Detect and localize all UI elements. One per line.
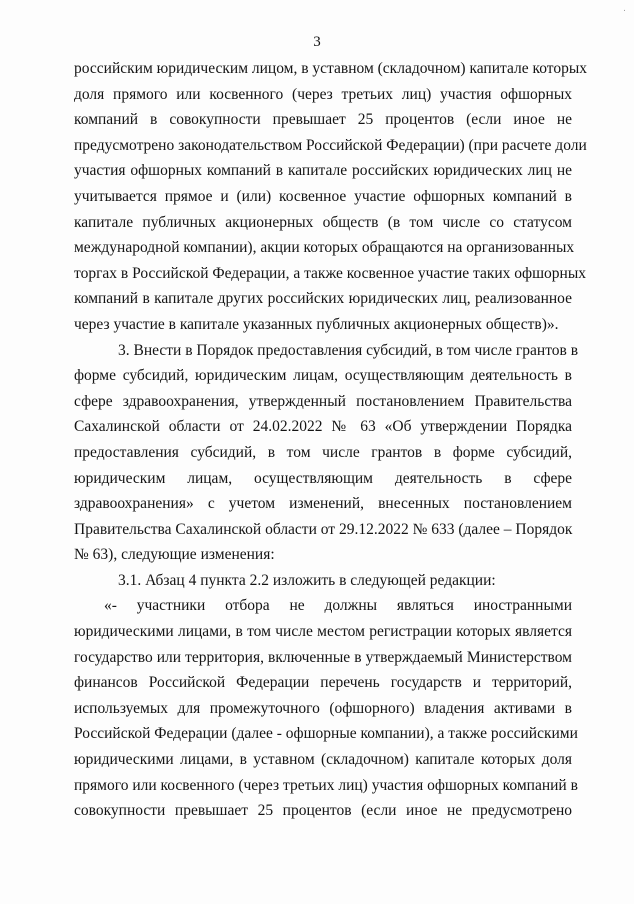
text-line: государство или территория, включенные в утверждаемый Министерством	[74, 648, 572, 666]
text-line: финансов Российской Федерации перечень государств и территорий,	[74, 674, 572, 692]
text-line: компаний в капитале других российских юридических лиц, реализованное	[74, 290, 572, 308]
page-number: 3	[313, 34, 321, 50]
text-line: Правительства Сахалинской области от 29.12.2022 № 633 (далее – Порядок	[74, 520, 573, 538]
text-line: № 63), следующие изменения:	[74, 546, 275, 564]
document-body	[74, 56, 587, 824]
text-line: «- участники отбора не должны являться иностранными	[104, 597, 572, 615]
text-line: доля прямого или косвенного (через третьих лиц) участия офшорных	[74, 85, 572, 103]
text-line: Российской Федерации (далее - офшорные компании), а также российскими	[74, 725, 578, 743]
text-line: прямого или косвенного (через третьих лиц) участия офшорных компаний в	[74, 776, 578, 794]
text-line: российским юридическим лицом, в уставном (складочном) капитале которых	[74, 60, 587, 77]
text-line: Сахалинской области от 24.02.2022 № 63 «Об утверждении Порядка	[74, 418, 572, 436]
text-line: торгах в Российской Федерации, а также косвенное участие таких офшорных	[74, 264, 586, 282]
text-line: участия офшорных компаний в капитале российских юридических лиц не	[74, 162, 572, 180]
text-line: форме субсидий, юридическим лицам, осуществляющим деятельность в	[74, 367, 572, 385]
text-line: юридическими лицами, в уставном (складочном) капитале которых доля	[74, 751, 572, 769]
text-line: предусмотрено законодательством Российской Федерации) (при расчете доли	[74, 136, 587, 154]
text-line: 3. Внести в Порядок предоставления субсидий, в том числе грантов в	[118, 341, 579, 359]
text-line: международной компании), акции которых обращаются на организованных	[74, 239, 575, 257]
text-line: юридическим лицам, осуществляющим деятельность в сфере	[74, 469, 572, 487]
text-line: учитывается прямое и (или) косвенное участие офшорных компаний в	[74, 187, 572, 205]
text-line: используемых для промежуточного (офшорного) владения активами в	[74, 699, 572, 717]
text-line: юридическими лицами, в том числе местом регистрации которых является	[74, 623, 572, 641]
text-line: совокупности превышает 25 процентов (если иное не предусмотрено	[74, 802, 572, 820]
text-line: капитале публичных акционерных обществ (в том числе со статусом	[74, 213, 572, 231]
text-line: здравоохранения» с учетом изменений, внесенных постановлением	[74, 495, 572, 513]
text-line: сфере здравоохранения, утвержденный постановлением Правительства	[74, 392, 572, 410]
text-line: через участие в капитале указанных публичных акционерных обществ)».	[74, 315, 559, 333]
text-line: предоставления субсидий, в том числе грантов в форме субсидий,	[74, 443, 572, 461]
text-line: 3.1. Абзац 4 пункта 2.2 изложить в следующей редакции:	[118, 571, 496, 589]
scan-corner-mark: .	[623, 4, 626, 14]
text-line: компаний в совокупности превышает 25 процентов (если иное не	[74, 111, 572, 129]
